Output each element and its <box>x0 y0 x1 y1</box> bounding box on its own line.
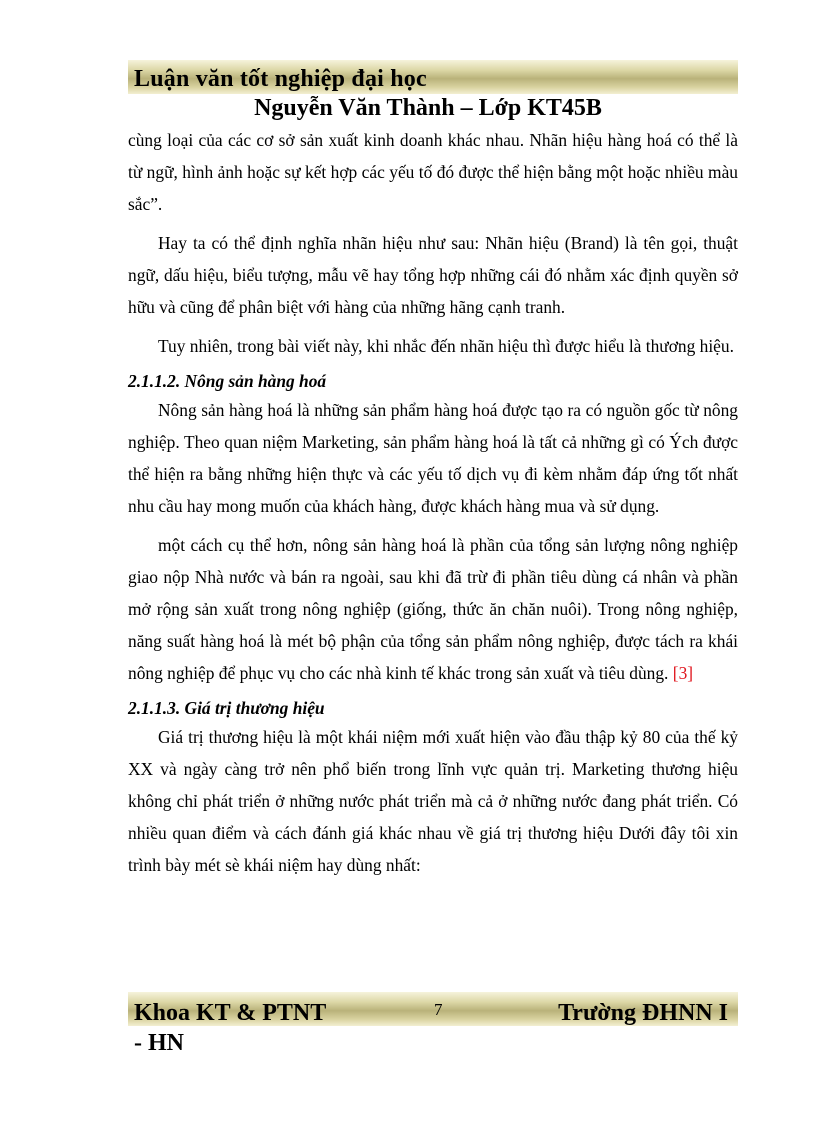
paragraph-continuation: cùng loại của các cơ sở sản xuất kinh doanh khác nhau. Nhãn hiệu hàng hoá có thể là từ ngữ, hình ảnh hoặc sự kết hợp các yếu tố đó được thể hiện bằng một hoặc nhiều màu sắc”. <box>128 130 738 214</box>
paragraph-brand-note: Tuy nhiên, trong bài viết này, khi nhắc đến nhãn hiệu thì được hiểu là thương hiệu. <box>158 336 734 356</box>
paragraph-agricultural-goods: Nông sản hàng hoá là những sản phẩm hàng hoá được tạo ra có nguồn gốc từ nông nghiệp. Theo quan niệm Marketing, sản phẩm hàng hoá là tất cả những gì có Ých được thể hiện ra bằng những hiện thực và các yếu tố dịch vụ đi kèm nhằm đáp ứng tốt nhất nhu cầu hay mong muốn của khách hàng, được khách hàng mua và sử dụng. <box>128 400 738 516</box>
paragraph-brand-definition: Hay ta có thể định nghĩa nhãn hiệu như sau: Nhãn hiệu (Brand) là tên gọi, thuật ngữ, dấu hiệu, biểu tượng, mẫu vẽ hay tổng hợp những cái đó nhằm xác định quyền sở hữu và cũng để phân biệt với hàng của những hãng cạnh tranh. <box>128 233 738 317</box>
header-title: Luận văn tốt nghiệp đại học <box>134 66 427 92</box>
paragraph-agricultural-detail <box>128 529 738 689</box>
footer-university: Trường ĐHNN I <box>558 1000 728 1026</box>
paragraph-brand-value: Giá trị thương hiệu là một khái niệm mới xuất hiện vào đầu thập kỷ 80 của thế kỷ XX và ngày càng trở nên phổ biến trong lĩnh vực quản trị. Marketing thương hiệu không chỉ phát triển ở những nước phát triển mà cả ở những nước đang phát triển. Có nhiều quan điểm và cách đánh giá khác nhau về giá trị thương hiệu Dưới đây tôi xin trình bày mét sè khái niệm hay dùng nhất: <box>128 727 738 875</box>
page-content <box>128 124 738 881</box>
footer-location: - HN <box>134 1030 184 1056</box>
paragraph-agricultural-detail-text: một cách cụ thể hơn, nông sản hàng hoá là phần của tổng sản lượng nông nghiệp giao nộp Nhà nước và bán ra ngoài, sau khi đã trừ đi phần tiêu dùng cá nhân và phần mở rộng sản xuất trong nông nghiệp (giống, thức ăn chăn nuôi). Trong nông nghiệp, năng suất hàng hoá là mét bộ phận của tổng sản phẩm nông nghiệp, được tách ra khái nông nghiệp để phục vụ cho các nhà kinh tế khác trong sản xuất và tiêu dùng. <box>128 535 738 683</box>
citation-reference[interactable]: [3] <box>672 663 694 683</box>
footer-faculty: Khoa KT & PTNT <box>134 1000 327 1026</box>
section-heading-brand-value: 2.1.1.3. Giá trị thương hiệu <box>128 698 325 718</box>
section-heading-agricultural-goods: 2.1.1.2. Nông sản hàng hoá <box>128 371 327 391</box>
header-author-class: Nguyễn Văn Thành – Lớp KT45B <box>254 95 602 121</box>
page-number: 7 <box>434 1000 443 1019</box>
